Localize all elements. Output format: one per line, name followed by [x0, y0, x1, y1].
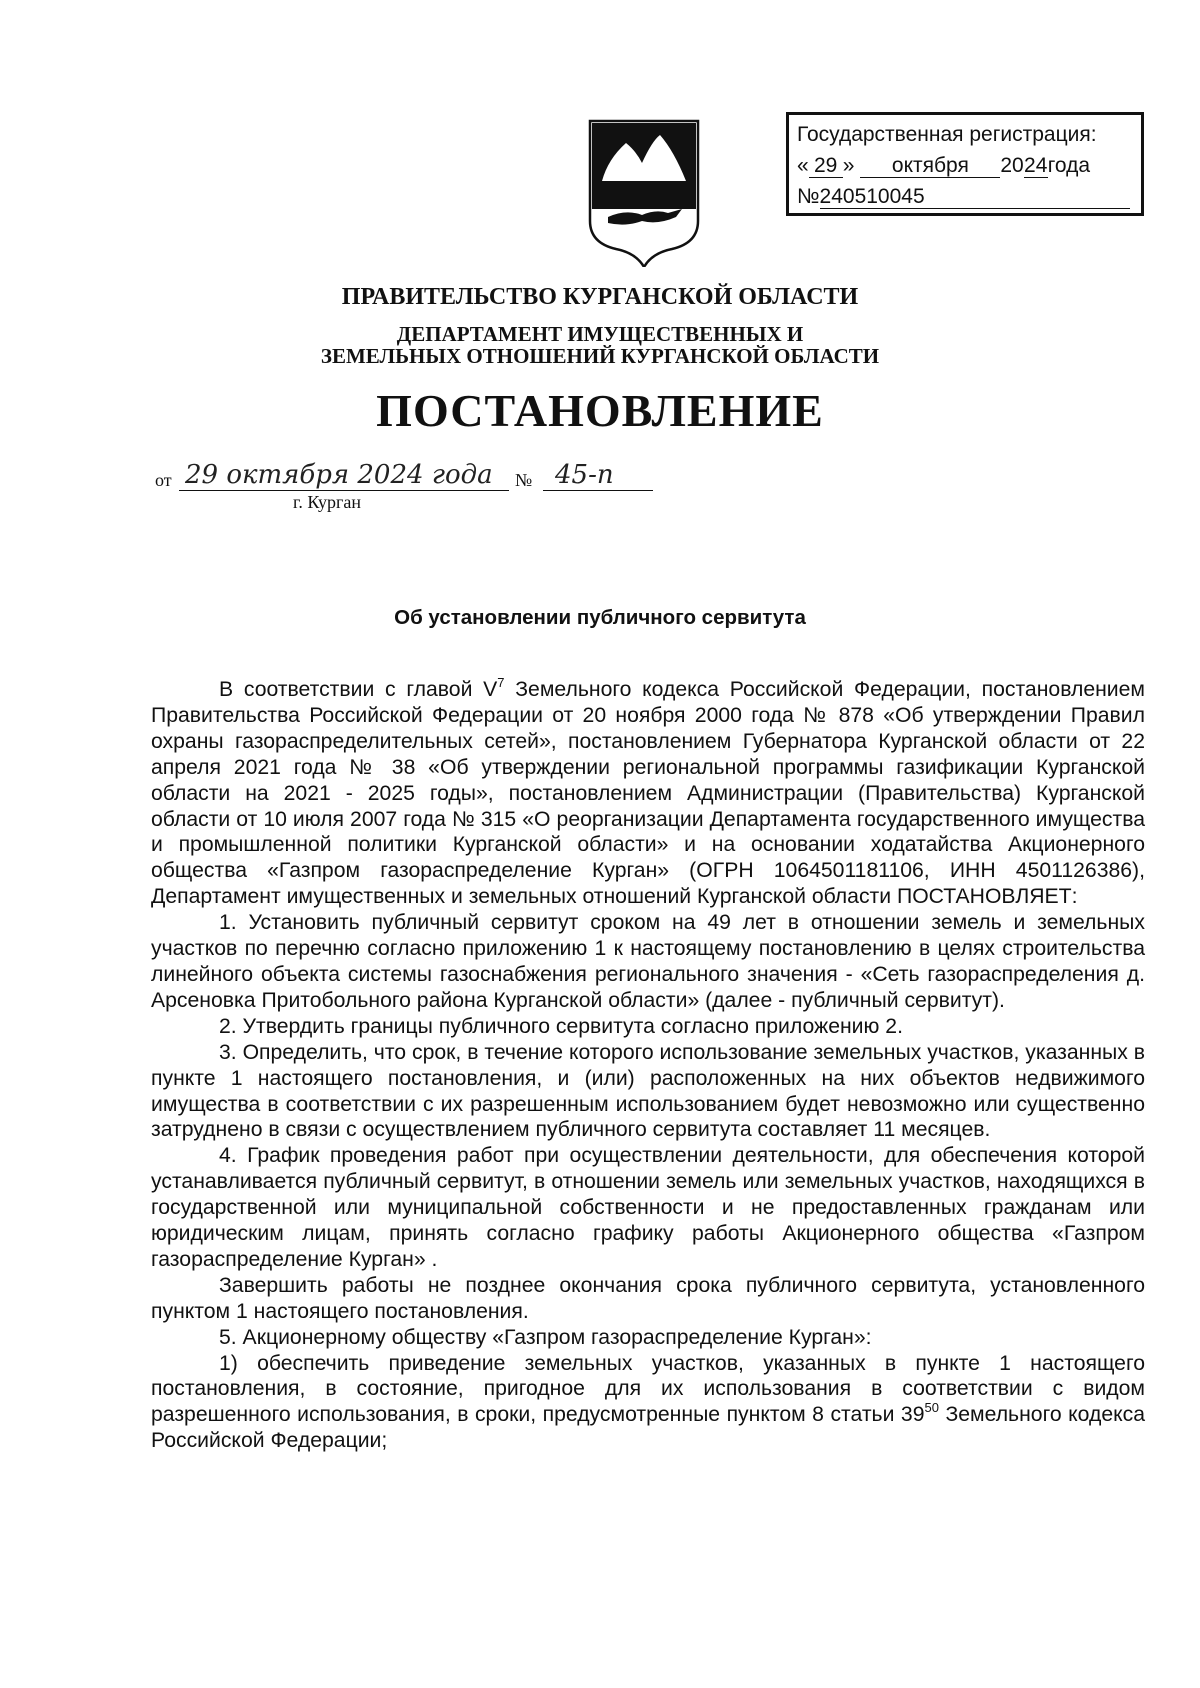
- registration-stamp: [786, 112, 1144, 216]
- number-label: №: [515, 470, 533, 490]
- registration-date: [797, 150, 1141, 181]
- date-from-label: от: [155, 470, 172, 490]
- registration-year-suffix: 24: [1024, 154, 1048, 177]
- document-body: [151, 677, 1145, 1454]
- preamble-superscript: 7: [497, 675, 505, 690]
- dateline: [155, 460, 675, 520]
- paragraph-2: 2. Утвердить границы публичного сервитута согласно приложению 2.: [219, 1014, 903, 1038]
- preamble-paragraph: [151, 677, 1145, 910]
- department-title: [0, 323, 1200, 367]
- paragraph-3: 3. Определить, что срок, в течение которого использование земельных участков, указанных в пункте 1 настоящего постановления, и (или) расположенных на них объектов недвижимого имущества в соответствии с их разрешенным использованием будет невозможно или существенно затруднено в связи с осуществлением публичного сервитута составляет 11 месяцев.: [151, 1040, 1145, 1142]
- registration-year-word: года: [1047, 154, 1091, 177]
- government-title: ПРАВИТЕЛЬСТВО КУРГАНСКОЙ ОБЛАСТИ: [341, 284, 859, 310]
- document-subject: Об установлении публичного сервитута: [394, 606, 806, 629]
- date-handwritten: 29 октября 2024 года: [185, 460, 493, 490]
- registration-title: Государственная регистрация:: [797, 123, 1097, 146]
- paragraph-1: 1. Установить публичный сервитут сроком на 49 лет в отношении земель и земельных участков по перечню согласно приложению 1 к настоящему постановлению в целях строительства линейного объекта системы газоснабжения регионального значения - «Сеть газораспределения д. Арсеновка Притобольного района Курганской области» (далее - публичный сервитут).: [151, 911, 1145, 1012]
- paragraph-5-1-text-b: Земельного кодекса Российской Федерации;: [151, 1403, 1145, 1453]
- city-label: г. Курган: [293, 492, 362, 512]
- number-underline: [543, 490, 653, 491]
- registration-number-line: [797, 181, 1141, 212]
- paragraph-5: 5. Акционерному обществу «Газпром газораспределение Курган»:: [219, 1325, 872, 1349]
- registration-day-close: »: [842, 154, 855, 177]
- registration-day: 29: [809, 155, 843, 178]
- document-type-title: ПОСТАНОВЛЕНИЕ: [376, 385, 824, 436]
- preamble-text-a: В соответствии с главой V: [219, 678, 498, 701]
- paragraph-4b: Завершить работы не позднее окончания срока публичного сервитута, установленного пунктом 1 настоящего постановления.: [151, 1273, 1145, 1323]
- registration-year-prefix: 20: [1000, 154, 1024, 177]
- paragraph-5-1-superscript: 50: [924, 1400, 939, 1416]
- registration-month: октября: [860, 155, 1000, 178]
- paragraph-5-1: [151, 1351, 1145, 1455]
- registration-day-open: «: [797, 154, 809, 177]
- paragraph-5-1-text-a: 1) обеспечить приведение земельных участков, указанных в пункте 1 настоящего постановления, в состояние, пригодное для их использования в соответствии с видом разрешенного использования, в сроки, предусмотренные пунктом 8 статьи 39: [151, 1351, 1145, 1427]
- registration-number: 240510045: [820, 186, 1130, 209]
- department-title-line2: ЗЕМЕЛЬНЫХ ОТНОШЕНИЙ КУРГАНСКОЙ ОБЛАСТИ: [320, 344, 880, 368]
- paragraph-4: 4. График проведения работ при осуществлении деятельности, для обеспечения которой устанавливается публичный сервитут, в отношении земель или земельных участков, находящихся в государственной или муниципальной собственности и не предоставленных гражданам или юридическим лицам, принять согласно графику работы Акционерного общества «Газпром газораспределение Курган» .: [151, 1144, 1145, 1271]
- number-handwritten: 45-п: [555, 460, 614, 490]
- kurgan-coat-of-arms-icon: [586, 117, 702, 267]
- registration-number-label: №: [797, 185, 820, 208]
- date-underline: [179, 490, 509, 491]
- preamble-text-b: Земельного кодекса Российской Федерации, постановлением Правительства Российской Федерации от 20 ноября 2000 года № 878 «Об утверждении Правил охраны газораспределительных сетей», постановлением Губернатора Курганской области от 22 апреля 2021 года № 38 «Об утверждении региональной программы газификации Курганской области на 2021 - 2025 годы», постановлением Администрации (Правительства) Курганской области от 10 июля 2007 года № 315 «О реорганизации Департамента государственного имущества и промышленной политики Курганской области» и на основании ходатайства Акционерного общества «Газпром газораспределение Курган» (ОГРН 1064501181106, ИНН 4501126386), Департамент имущественных и земельных отношений Курганской области ПОСТАНОВЛЯЕТ:: [151, 678, 1145, 909]
- department-title-line1: ДЕПАРТАМЕНТ ИМУЩЕСТВЕННЫХ И: [396, 322, 804, 346]
